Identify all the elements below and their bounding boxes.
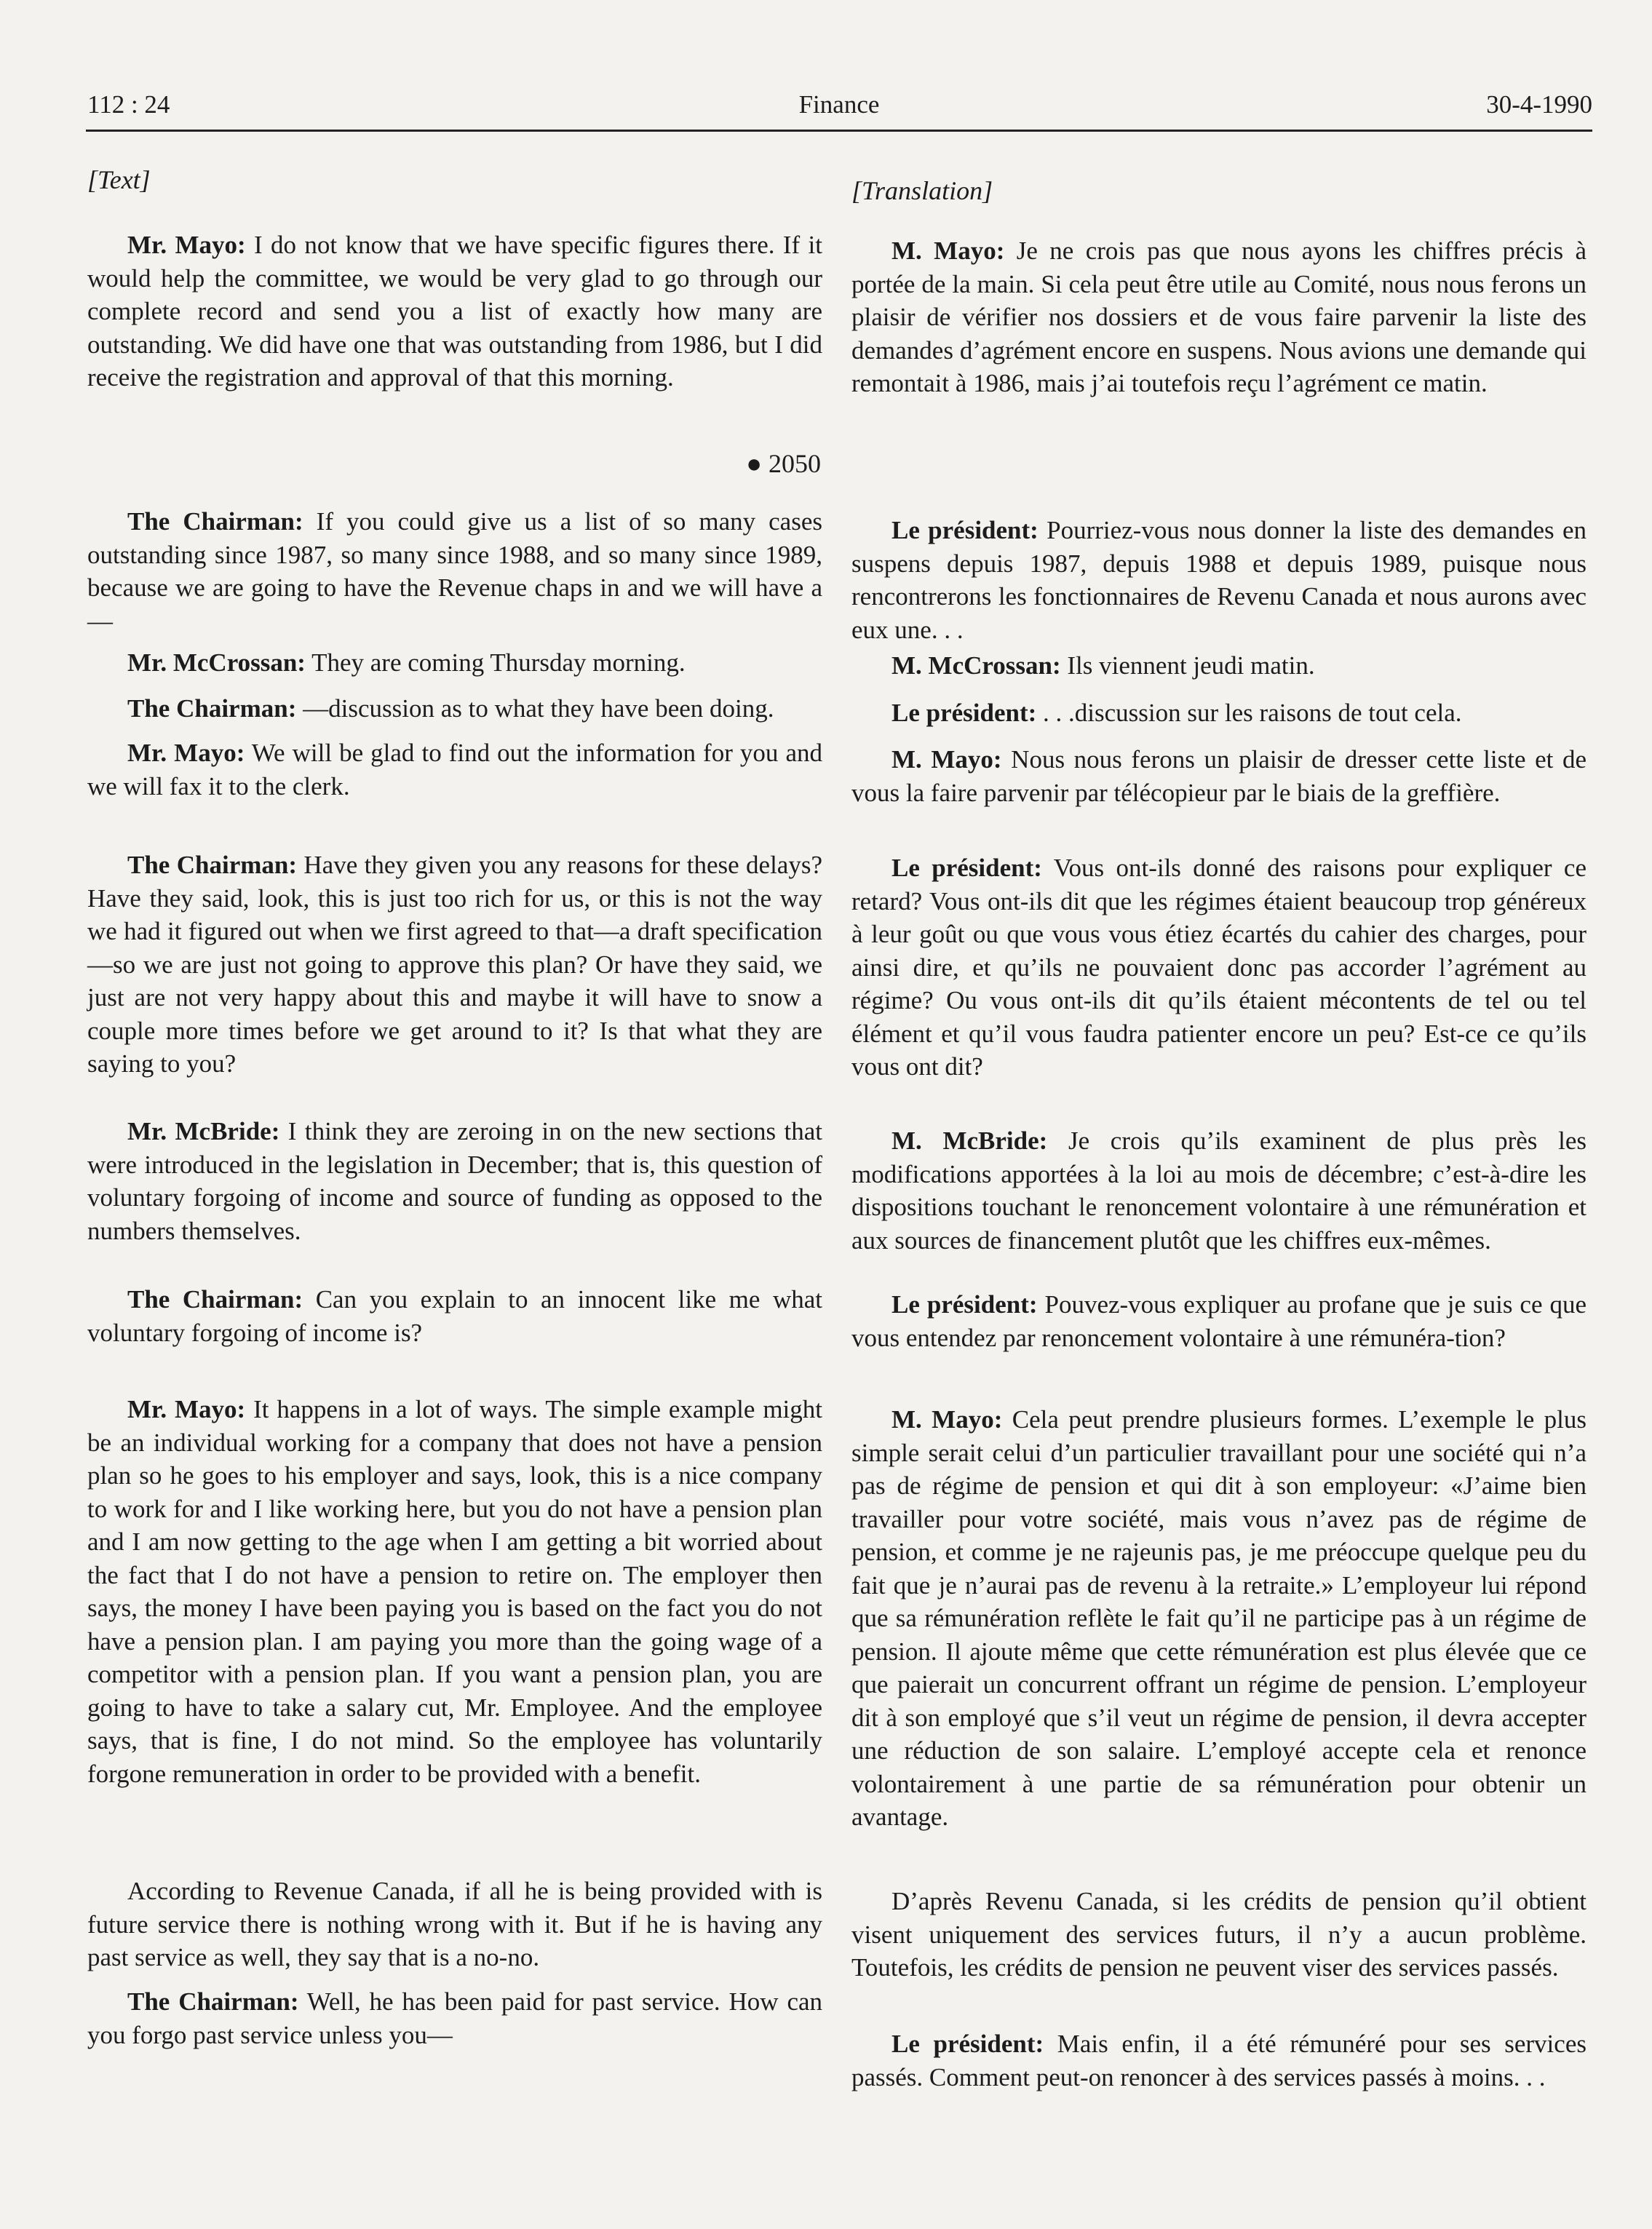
speaker: Le président:: [891, 516, 1039, 544]
speaker: The Chairman:: [127, 1285, 303, 1314]
paragraph: [851, 696, 1587, 730]
speech: Cela peut prendre plusieurs formes. L’exemple le plus simple serait celui d’un particulier travaillant pour une société qui n’a pas de régime de pension et qui dit à son employeur: «J’aime bien travailler pour votre société, mais vous n’avez pas de régime de pension, et comme je ne rajeunis pas, je me préoccupe quelque peu du fait que je n’aurai pas de revenu à la retraite.» L’employeur lui répond que sa rémunération reflète le fait qu’il ne participe pas à un régime de pension. Il ajoute même que cette rémunération est plus élevée que ce que paierait un concurrent offrant un régime de pension. L’employeur dit à son employé que s’il veut un régime de pension, il devra accepter une réduction de son salaire. L’employé accepte cela et renonce volontairement à une partie de sa rémunération pour obtenir un avantage.: [851, 1405, 1587, 1831]
speech: . . .discussion sur les raisons de tout cela.: [1036, 699, 1462, 727]
paragraph: [87, 505, 822, 637]
paragraph: [87, 1115, 822, 1247]
paragraph: [87, 736, 822, 803]
speaker: M. McCrossan:: [891, 651, 1061, 680]
speech: They are coming Thursday morning.: [305, 648, 686, 677]
speech: Pourriez-vous nous donner la liste des demandes en suspens depuis 1987, depuis 1988 et depuis 1989, puisque nous rencontrerons les fonctionnaires de Revenu Canada et nous aurons avec eux une. . .: [851, 516, 1587, 644]
section-label-translation: [Translation]: [851, 176, 993, 205]
paragraph: [851, 851, 1587, 1084]
speech: It happens in a lot of ways. The simple example might be an individual working for a company that does not have a pension plan so he goes to his employer and says, look, this is a nice company to work for and I like working here, but you do not have a pension plan and I am now getting to the age when I am getting a bit worried about the fact that I do not have a pension to retire on. The employer then says, the money I have been paying you is based on the fact you do not have a pension plan. I am paying you more than the going wage of a competitor with a pension plan. If you want a pension plan, you are going to have to take a salary cut, Mr. Employee. And the employee says, that is fine, I do not mind. So the employee has voluntarily forgone remuneration in order to be provided with a benefit.: [87, 1395, 823, 1788]
speech: According to Revenue Canada, if all he is being provided with is future service there is nothing wrong with it. But if he is having any past service as well, they say that is a no-no.: [87, 1877, 822, 1971]
speaker: The Chairman:: [127, 851, 298, 879]
speech: I think they are zeroing in on the new sections that were introduced in the legislation in December; that is, this question of voluntary forgoing of income and source of funding as opposed to the numbers themselves.: [87, 1117, 822, 1245]
speaker: The Chairman:: [127, 694, 297, 723]
paragraph: [851, 2027, 1587, 2094]
paragraph: [87, 229, 822, 394]
speech: Well, he has been paid for past service. How can you forgo past service unless you—: [87, 1987, 823, 2049]
paragraph: [851, 649, 1587, 683]
speaker: The Chairman:: [127, 1987, 299, 2016]
paragraph: [851, 514, 1587, 646]
paragraph: [851, 1124, 1587, 1257]
speaker: Le président:: [891, 2030, 1044, 2058]
paragraph: [851, 234, 1587, 400]
paragraph: [87, 1283, 822, 1349]
speaker: Mr. Mayo:: [127, 231, 246, 259]
speaker: Le président:: [891, 1290, 1038, 1319]
speech: Can you explain to an innocent like me what voluntary forgoing of income is?: [87, 1285, 823, 1347]
speech: We will be glad to find out the information for you and we will fax it to the clerk.: [87, 739, 823, 800]
paragraph: [87, 1393, 822, 1790]
paragraph: [87, 849, 822, 1081]
section-label-text: [Text]: [87, 165, 151, 194]
speech: I do not know that we have specific figures there. If it would help the committee, we would be very glad to go through our complete record and send you a list of exactly how many are outstanding. We did have one that was outstanding from 1986, but I did receive the registration and approval of that this morning.: [87, 231, 823, 392]
speech: Pouvez-vous expliquer au profane que je suis ce que vous entendez par renoncement volontaire à une rémunéra-tion?: [851, 1290, 1587, 1352]
speaker: M. Mayo:: [891, 745, 1002, 774]
speaker: Mr. Mayo:: [127, 739, 245, 767]
speaker: Mr. McBride:: [127, 1117, 280, 1145]
paragraph: [851, 1885, 1587, 1984]
paragraph: [851, 1403, 1587, 1834]
paragraph: [87, 692, 822, 726]
speaker: Le président:: [891, 854, 1042, 882]
speaker: Mr. Mayo:: [127, 1395, 246, 1423]
speech: Ils viennent jeudi matin.: [1060, 651, 1315, 680]
speaker: Mr. McCrossan:: [127, 648, 306, 677]
speech: D’après Revenu Canada, si les crédits de pension qu’il obtient visent uniquement des services futurs, il n’y a aucun problème. Toutefois, les crédits de pension ne peuvent viser des services passés.: [851, 1887, 1587, 1982]
speaker: The Chairman:: [127, 507, 303, 536]
page-number: 112 : 24: [87, 90, 170, 119]
speech: Je crois qu’ils examinent de plus près les modifications apportées à la loi au mois de décembre; c’est-à-dire les dispositions touchant le renoncement volontaire à une rémunération et aux sources de financement plutôt que les chiffres eux-mêmes.: [851, 1127, 1587, 1255]
paragraph: [87, 1875, 822, 1974]
speech: —discussion as to what they have been doing.: [296, 694, 774, 723]
page-date: 30-4-1990: [1486, 90, 1592, 119]
paragraph: [87, 1985, 822, 2051]
speaker: M. Mayo:: [891, 1405, 1003, 1434]
speaker: Le président:: [891, 699, 1037, 727]
speaker: M. Mayo:: [891, 237, 1005, 265]
paragraph: [851, 1288, 1587, 1354]
speech: Mais enfin, il a été rémunéré pour ses services passés. Comment peut-on renoncer à des services passés à moins. . .: [851, 2030, 1587, 2091]
speech: Vous ont-ils donné des raisons pour expliquer ce retard? Vous ont-ils dit que les régimes étaient beaucoup trop généreux à leur goût ou que vous vous étiez écartés du cahier des charges, pour ainsi dire, et qu’ils ne pouvaient donc pas accorder l’agrément au régime? Ou vous ont-ils dit qu’ils étaient mécontents de tel ou tel élément et qu’il vous faudra patienter encore un peu? Est-ce ce qu’ils vous ont dit?: [851, 854, 1587, 1081]
paragraph: [87, 646, 822, 680]
page-header: [86, 86, 1592, 132]
speech: Nous nous ferons un plaisir de dresser cette liste et de vous la faire parvenir par télécopieur par le biais de la greffière.: [851, 745, 1587, 807]
time-marker: ● 2050: [746, 449, 821, 478]
speech: If you could give us a list of so many cases outstanding since 1987, so many since 1988, and so many since 1989, because we are going to have the Revenue chaps in and we will have a—: [87, 507, 822, 635]
paragraph: [851, 743, 1587, 809]
speaker: M. McBride:: [891, 1127, 1048, 1155]
speech: Je ne crois pas que nous ayons les chiffres précis à portée de la main. Si cela peut être utile au Comité, nous nous ferons un plaisir de vérifier nos dossiers et de vous faire parvenir la liste des demandes d’agrément encore en suspens. Nous avions une demande qui remontait à 1986, mais j’ai toutefois reçu l’agrément ce matin.: [851, 237, 1587, 397]
committee-name: Finance: [798, 90, 880, 119]
speech: Have they given you any reasons for these delays? Have they said, look, this is just too rich for us, or this is not the way we had it figured out when we first agreed to that—a draft specification—so we are just not going to approve this plan? Or have they said, we just are not very happy about this and maybe it will have to snow a couple more times before we get around to it? Is that what they are saying to you?: [87, 851, 822, 1078]
